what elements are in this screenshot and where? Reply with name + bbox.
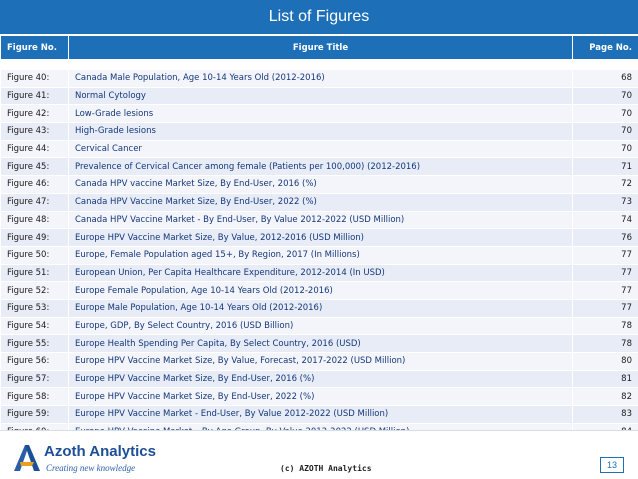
page-number-cell: 73 [573,193,638,211]
page-title: List of Figures [268,8,370,25]
column-header-figure-no: Figure No. [1,36,69,60]
page-number-cell: 68 [573,70,638,88]
figure-number-cell: Figure 44: [1,140,69,158]
page-number-cell: 77 [573,282,638,300]
figure-number-cell: Figure 52: [1,282,69,300]
figure-number-cell: Figure 58: [1,388,69,406]
page-number-cell: 77 [573,299,638,317]
column-header-page-no: Page No. [573,36,638,60]
figure-title-cell: Canada HPV Vaccine Market Size, By End-User, 2022 (%) [69,193,573,211]
figure-number-cell: Figure 57: [1,370,69,388]
figure-number-cell: Figure 45: [1,158,69,176]
table-row [1,70,638,88]
figure-title-cell: Europe HPV Vaccine Market Size, By Value, Forecast, 2017-2022 (USD Million) [69,353,573,371]
table-row [1,193,638,211]
page-number-cell: 78 [573,317,638,335]
page-number-cell: 70 [573,87,638,105]
footer [0,430,638,479]
table-spacer [1,60,638,70]
figure-number-cell: Figure 46: [1,176,69,194]
azoth-a-logo-icon [12,443,42,473]
figure-title-cell: High-Grade lesions [69,123,573,141]
table-row [1,246,638,264]
table-row [1,370,638,388]
figure-number-cell: Figure 56: [1,353,69,371]
table-row [1,87,638,105]
figure-number-cell: Figure 50: [1,246,69,264]
page-number-cell: 81 [573,370,638,388]
figure-title-cell: Europe Female Population, Age 10-14 Years Old (2012-2016) [69,282,573,300]
figures-table [0,35,638,441]
figure-title-cell: Cervical Cancer [69,140,573,158]
page-number-cell: 76 [573,229,638,247]
figure-title-cell: Europe Male Population, Age 10-14 Years Old (2012-2016) [69,299,573,317]
table-row [1,335,638,353]
table-row [1,299,638,317]
table-row [1,282,638,300]
page-number-cell: 70 [573,140,638,158]
figure-number-cell: Figure 49: [1,229,69,247]
figure-title-cell: European Union, Per Capita Healthcare Expenditure, 2012-2014 (In USD) [69,264,573,282]
figure-title-cell: Canada Male Population, Age 10-14 Years Old (2012-2016) [69,70,573,88]
page-number-cell: 80 [573,353,638,371]
table-row [1,264,638,282]
table-row [1,388,638,406]
figure-title-cell: Europe HPV Vaccine Market Size, By Value, 2012-2016 (USD Million) [69,229,573,247]
figure-number-cell: Figure 47: [1,193,69,211]
figure-number-cell: Figure 54: [1,317,69,335]
page-number: 13 [600,457,624,473]
brand-logo [12,443,162,477]
page-number-cell: 74 [573,211,638,229]
table-row [1,158,638,176]
table-row [1,406,638,424]
page-number-cell: 70 [573,123,638,141]
page-number-cell: 82 [573,388,638,406]
page-number-cell: 72 [573,176,638,194]
table-header-row [1,36,638,60]
table-row [1,317,638,335]
figure-title-cell: Europe HPV Vaccine Market - End-User, By Value 2012-2022 (USD Million) [69,406,573,424]
page-number-cell: 71 [573,158,638,176]
figure-number-cell: Figure 43: [1,123,69,141]
figure-title-cell: Europe HPV Vaccine Market Size, By End-User, 2016 (%) [69,370,573,388]
table-row [1,105,638,123]
figure-number-cell: Figure 59: [1,406,69,424]
figure-number-cell: Figure 40: [1,70,69,88]
figure-number-cell: Figure 51: [1,264,69,282]
figure-number-cell: Figure 42: [1,105,69,123]
table-row [1,140,638,158]
page-number-cell: 83 [573,406,638,424]
figure-title-cell: Canada HPV vaccine Market Size, By End-User, 2016 (%) [69,176,573,194]
table-row [1,123,638,141]
column-header-figure-title: Figure Title [69,36,573,60]
figure-number-cell: Figure 41: [1,87,69,105]
figure-title-cell: Europe HPV Vaccine Market Size, By End-User, 2022 (%) [69,388,573,406]
figure-number-cell: Figure 48: [1,211,69,229]
figure-title-cell: Europe Health Spending Per Capita, By Select Country, 2016 (USD) [69,335,573,353]
page-number-cell: 77 [573,246,638,264]
figure-number-cell: Figure 55: [1,335,69,353]
figure-title-cell: Canada HPV Vaccine Market - By End-User, By Value 2012-2022 (USD Million) [69,211,573,229]
figure-title-cell: Europe, GDP, By Select Country, 2016 (USD Billion) [69,317,573,335]
page-number-cell: 78 [573,335,638,353]
page-number-cell: 70 [573,105,638,123]
title-bar [0,0,638,34]
table-row [1,229,638,247]
figure-number-cell: Figure 53: [1,299,69,317]
figure-title-cell: Europe, Female Population aged 15+, By Region, 2017 (In Millions) [69,246,573,264]
figure-title-cell: Prevalence of Cervical Cancer among female (Patients per 100,000) (2012-2016) [69,158,573,176]
page-number-cell: 77 [573,264,638,282]
figure-title-cell: Normal Cytology [69,87,573,105]
table-row [1,353,638,371]
table-row [1,176,638,194]
copyright-text: (c) AZOTH Analytics [280,464,372,473]
figure-title-cell: Low-Grade lesions [69,105,573,123]
brand-name: Azoth Analytics [44,443,156,460]
brand-tagline: Creating new knowledge [46,463,136,473]
table-row [1,211,638,229]
